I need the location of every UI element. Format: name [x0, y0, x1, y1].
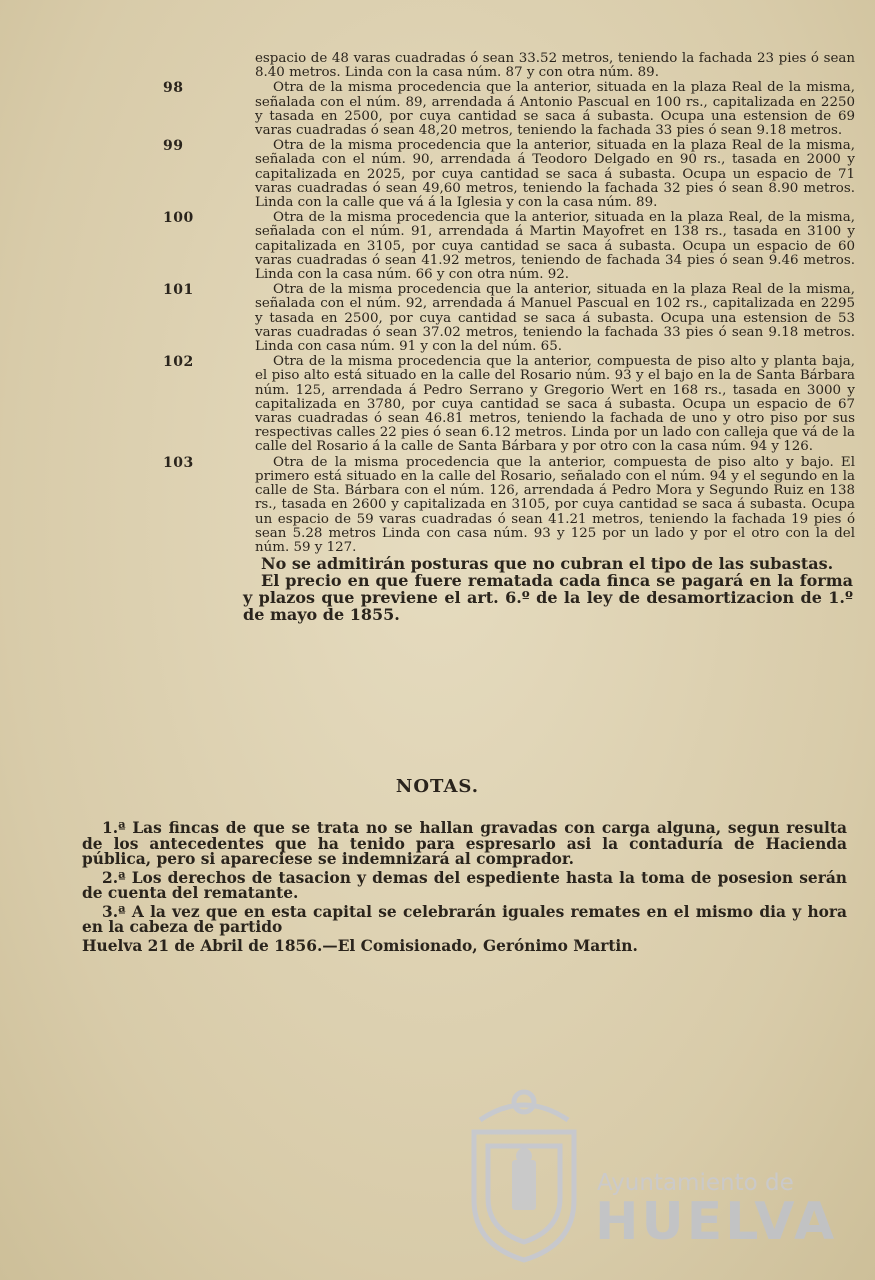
entry-101 [0, 283, 875, 354]
entry-text: Otra de la misma procedencia que la anterior, situada en la plaza Real de la misma, señalada con el núm. 89, arrendada á Antonio Pascual en 100 rs., capitalizada en 2250 y tasada en 2500, por cuya cantidad se saca á subasta. Ocupa una estension de 69 varas cuadradas ó sean 48,20 metros, teniendo la fachada 33 pies ó sean 9.18 metros. [255, 80, 855, 139]
entry-number: 99 [163, 138, 184, 155]
note-1: 1.ª Las fincas de que se trata no se hallan gravadas con carga alguna, segun resulta de los antecedentes que ha tenido para espresarlo asi la contaduría de Hacienda pública, pero si apareciese se indemnizará al comprador. [82, 819, 847, 868]
closing-paragraph: No se admitirán posturas que no cubran el tipo de las subastas. [261, 554, 834, 574]
entry-number: 101 [163, 282, 194, 299]
entry-100 [0, 211, 875, 282]
entry-text: Otra de la misma procedencia que la anterior, compuesta de piso alto y planta baja, el piso alto está situado en la calle del Rosario núm. 93 y el bajo en la de Santa Bárbara núm. 125, arrendada á Pedro Serrano y Gregorio Wert en 168 rs., tasada en 3000 y capitalizada en 3780, por cuya cantidad se saca á subasta. Ocupa un espacio de 67 varas cuadradas ó sean 46.81 metros, teniendo la fachada de uno y otro piso por sus respectivas calles 22 pies ó sean 6.12 metros. Linda por un lado con calleja que vá de la calle del Rosario á la calle de Santa Bárbara y por otro con la casa núm. 94 y 126. [255, 354, 855, 455]
note-2: 2.ª Los derechos de tasacion y demas del espediente hasta la toma de posesion serán de cuenta del rematante. [82, 868, 847, 902]
entry-text: Otra de la misma procedencia que la anterior, compuesta de piso alto y bajo. El primero está situado en la calle del Rosario, señalado con el núm. 94 y el segundo en la calle de Sta. Bárbara con el núm. 126, arrendada á Pedro Mora y Segundo Ruiz en 138 rs., tasada en 2600 y capitalizada en 3105, por cuya cantidad se saca á subasta. Ocupa un espacio de 59 varas cuadradas ó sean 41.21 metros, teniendo la fachada 19 pies ó sean 5.28 metros Linda con casa núm. 93 y 125 por un lado y por el otro con la del núm. 59 y 127. [255, 454, 855, 555]
notes-section [82, 821, 847, 957]
closing-paragraph: El precio en que fuere rematada cada finca se pagará en la forma y plazos que previene el art. 6.º de la ley de desamortizacion de 1.º de mayo de 1855. [243, 571, 853, 625]
signature-line: Huelva 21 de Abril de 1856.—El Comisionado, Gerónimo Martin. [82, 936, 638, 955]
notes-heading: NOTAS. [395, 776, 480, 797]
entry-number: 103 [163, 454, 194, 471]
entry-number: 100 [163, 210, 194, 227]
watermark-title: Ayuntamiento de [597, 1170, 794, 1196]
archive-watermark [455, 1080, 855, 1270]
continued-paragraph: espacio de 48 varas cuadradas ó sean 33.52 metros, teniendo la fachada 23 pies ó sean 8.40 metros. Linda con la casa núm. 87 y con otra núm. 89. [255, 51, 855, 81]
closing-conditions [243, 555, 853, 623]
property-listing [0, 52, 875, 623]
entry-102 [0, 355, 875, 454]
entry-99 [0, 139, 875, 210]
entry-number: 98 [163, 80, 184, 97]
entry-text: Otra de la misma procedencia que la anterior, situada en la plaza Real de la misma, señalada con el núm. 90, arrendada á Teodoro Delgado en 90 rs., tasada en 2000 y capitalizada en 2025, por cuya cantidad se saca á subasta. Ocupa un espacio de 71 varas cuadradas ó sean 49,60 metros, teniendo la fachada 32 pies ó sean 8.90 metros. Linda con la calle que vá á la Iglesia y con la casa núm. 89. [255, 138, 855, 211]
entry-number: 102 [163, 354, 194, 371]
coat-of-arms-icon [460, 1080, 588, 1265]
note-3: 3.ª A la vez que en esta capital se celebrarán iguales remates en el mismo dia y hora en la cabeza de partido [82, 902, 847, 936]
entry-103 [0, 456, 875, 555]
entry-text: Otra de la misma procedencia que la anterior, situada en la plaza Real de la misma, señalada con el núm. 92, arrendada á Manuel Pascual en 102 rs., capitalizada en 2295 y tasada en 2500, por cuya cantidad se saca á subasta. Ocupa una estension de 53 varas cuadradas ó sean 37.02 metros, teniendo la fachada 33 pies ó sean 9.18 metros. Linda con casa núm. 91 y con la del núm. 65. [255, 282, 855, 355]
entry-text: Otra de la misma procedencia que la anterior, situada en la plaza Real, de la misma, señalada con el núm. 91, arrendada á Martin Mayofret en 138 rs., tasada en 3100 y capitalizada en 3105, por cuya cantidad se saca á subasta. Ocupa un espacio de 60 varas cuadradas ó sean 41.92 metros, teniendo de fachada 34 pies ó sean 9.46 metros. Linda con la casa núm. 66 y con otra núm. 92. [255, 210, 855, 283]
watermark-city: HUELVA [595, 1192, 838, 1252]
entry-98 [0, 81, 875, 138]
